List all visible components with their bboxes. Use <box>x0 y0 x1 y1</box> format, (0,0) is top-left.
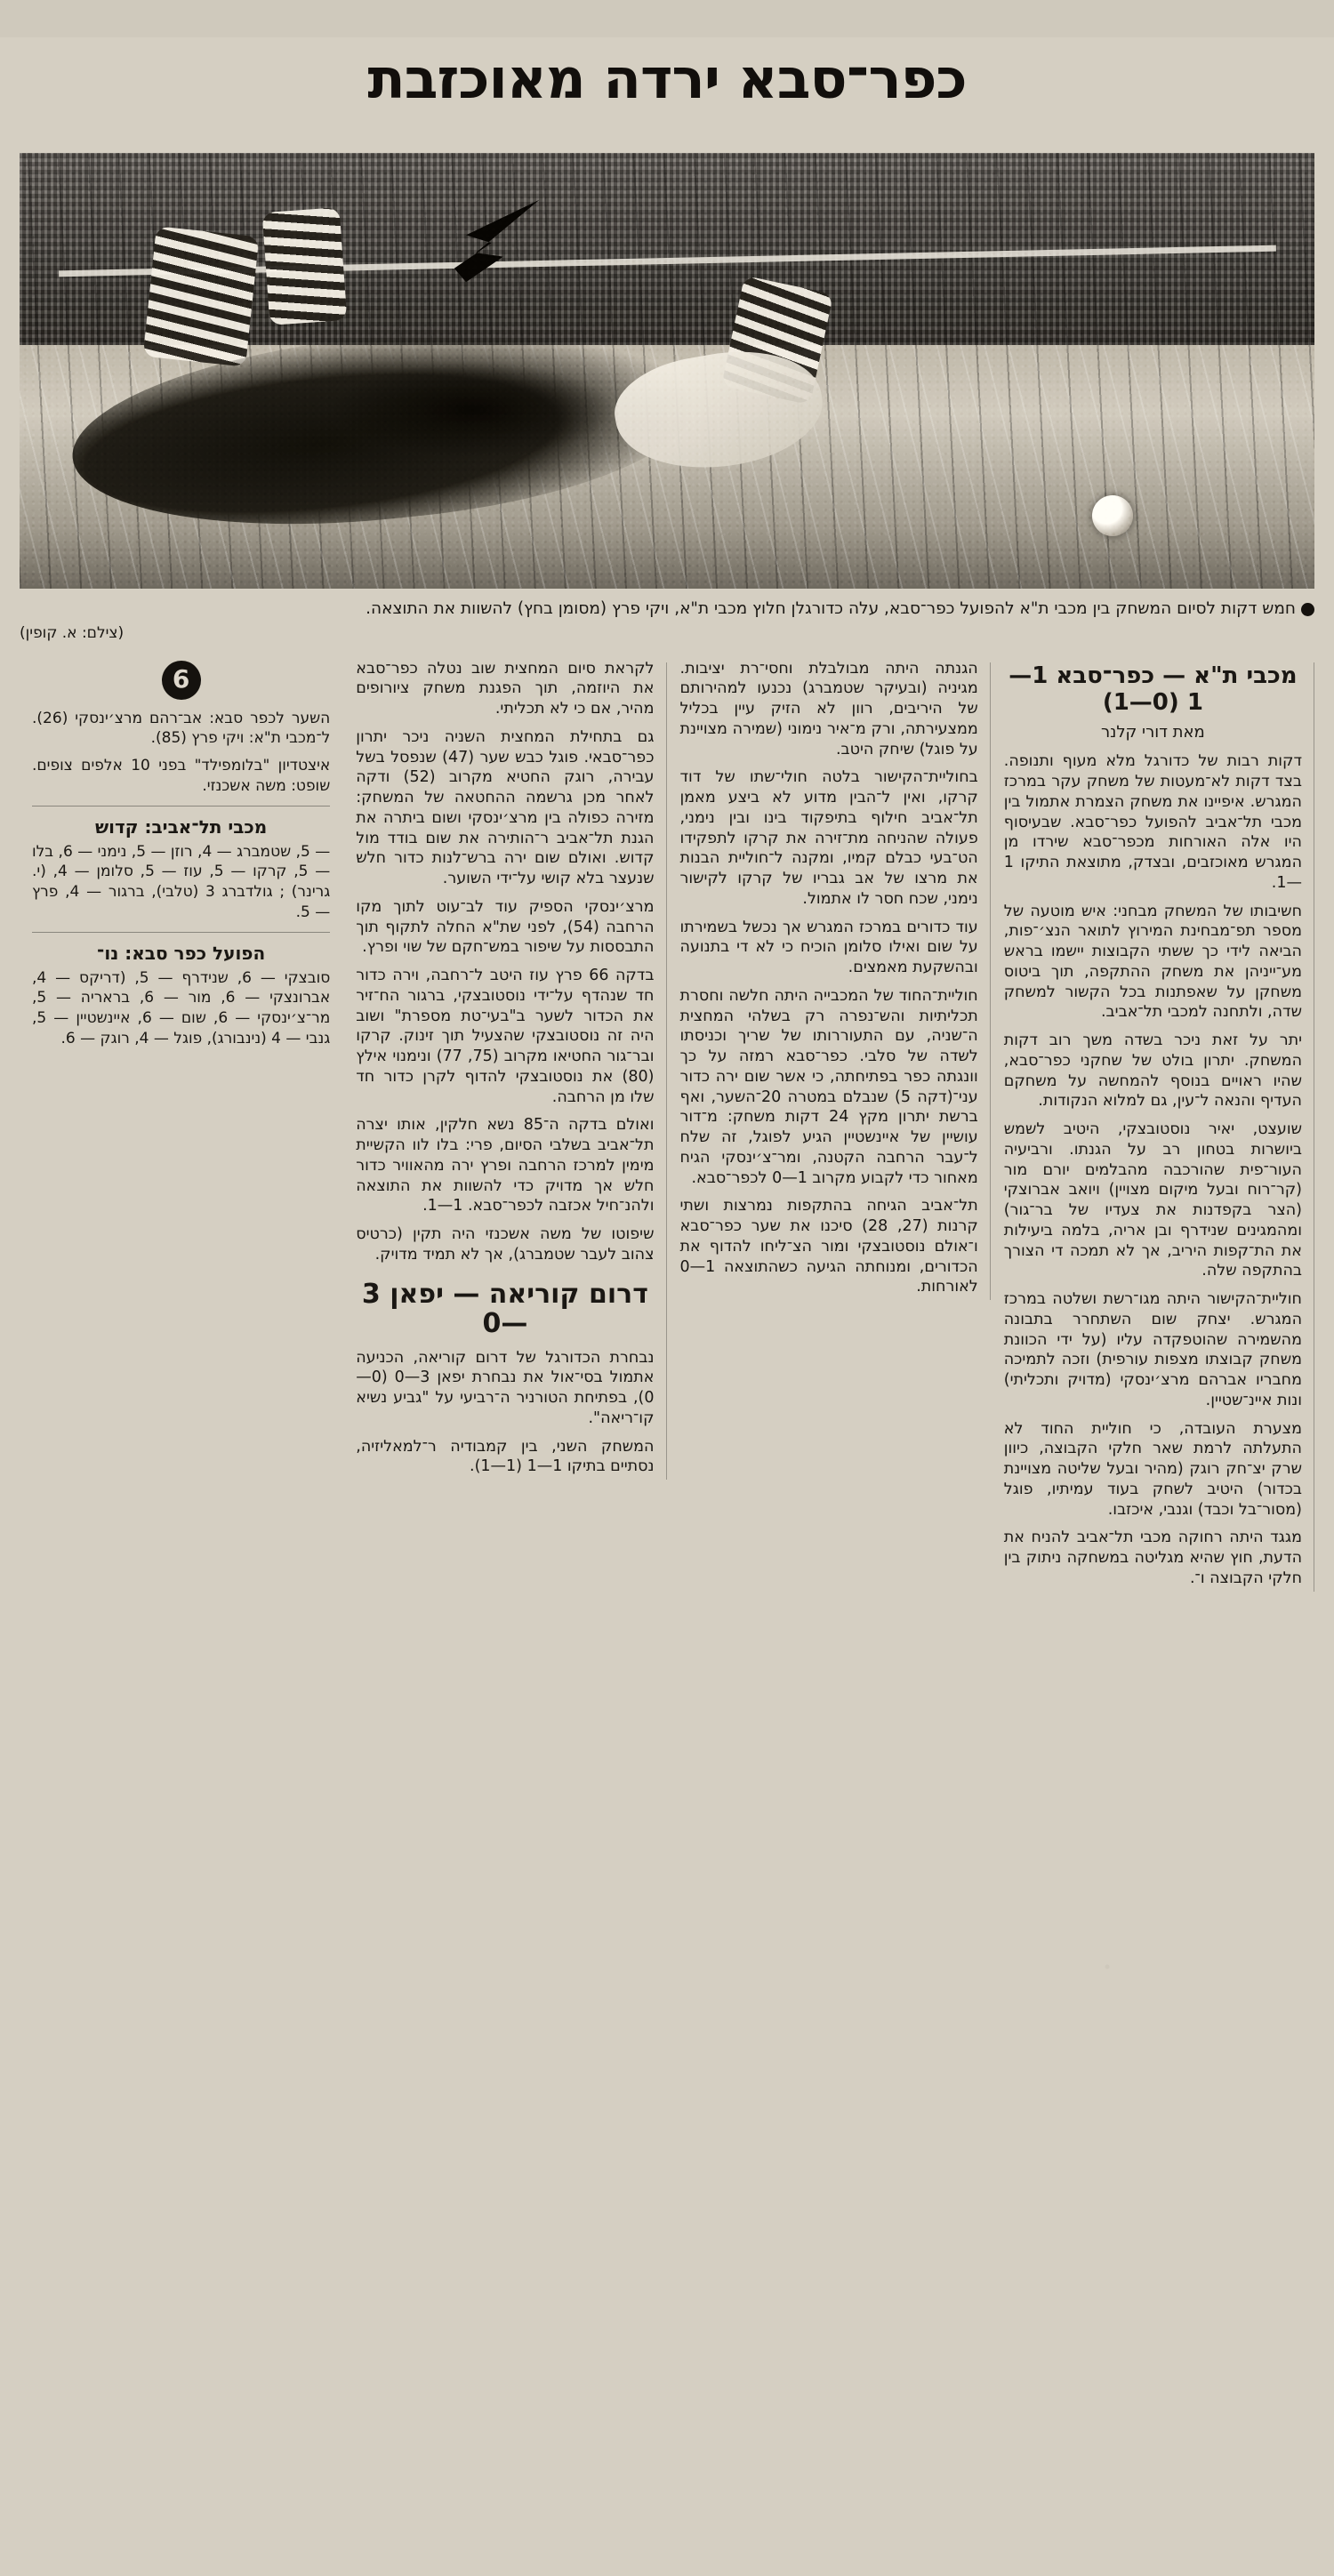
article-byline: מאת דורי קלנר <box>1100 722 1205 742</box>
paragraph: גם בתחילת המחצית השניה ניכר יתרון כפר־סבאי. פוגל כבש שער (47) שנפסל בשל עבירה, רוגק החטיא מקרוב (52) ודקה לאחר מכן גרשמה ההחטאה של המשחק: מזירה כפולה בין מרצ׳ינסקי ושום ביתרה את הגנת תל־אביב ר־הותירה את שום בודד מול קדוש. ואולם שום ירה ברש־לנות כדור חלש שנעצר בלא קושי על־ידי השוער. <box>356 727 655 888</box>
paragraph: שועצט, יאיר נוסטובצקי, היטיב לשמש ביושרות בטחון רב על הגנתו. ורביעיה העור־פית שהורכבה מהבלמים יורם מור (קר־רוח ובעל מיקום מצויין) ויואב אברוצקי (הצר בקפדנות את צעדיו של בר־גור) ומהמגינים שנידרף ובן אריה, בלמה ביעילות את הת־קפות היריב, אך לא תמכה די הצורך בהתקפה שלה. <box>1003 1120 1302 1280</box>
paragraph: מרצ׳ינסקי הספיק עוד לב־עוט לתוך מקו הרחבה (54), לפני שת"א החלה לתקוף תוך התבססות על שיפור במש־חקם של שוי ופרץ. <box>356 897 655 957</box>
paragraph: חוליית־החוד של המכבייה היתה חלשה וחסרת תכליתיות והש־נפרה רק בשלהי המחצית ה־שניה, עם התעוררותו של שריך וכניסתו לשדה של סלבי. כפר־סבא רמזה על כך וונגתה כפר בפתיחתה, כי אשר שום ירה כדור עני־(דקה 5) שנבלם במטרה 20־השער, ואף ברשת יתרון מקץ 24 דקות משחק: מ־דור עושיין של איינשטיין הגיע לפוגל, זה שלח ל־עבר הרחבה הקטנה, ומר־צ׳ינסקי הגיח מאחור כדי לקבוע מקרוב 1—0 לכפר־סבא. <box>679 986 978 1187</box>
match-photo <box>20 153 1314 589</box>
photo-credit: (צילם: א. קופין) <box>20 624 125 643</box>
paragraph: הגנתה היתה מבולבלת וחסי־רת יציבות. מגיניה (ובעיקר שטמברג) נכנעו למהירותם של היריבים, רוון לא הזיק עיין בכליל ממצעירתה, ורק מ־איר נימוני (שמירה מצויינת על פוגל) שיחק היטב. <box>679 659 978 758</box>
paragraph: נבחרת הכדורגל של דרום קוריאה, הכניעה אתמול בסי־אול את נבחרת יפאן 3—0 (0—0), בפתיחת הטורניר ה־רביעי על "גביע נשיא קו־ריאה". <box>356 1348 655 1427</box>
divider <box>32 806 330 807</box>
secondary-article-title: דרום קוריאה — יפאן 3—0 <box>361 1278 648 1340</box>
column-4-sidebar <box>20 659 343 1049</box>
paragraph: יתר על זאת ניכר בשדה משך רוב דקות המשחק. יתרון בולט של שחקני כפר־סבא, שהיו ראויים בנוסף להמחשה על משחקם העדיף והנאה ל־עין, גם למלוא הנקודות. <box>1003 1031 1302 1111</box>
stadium-note: איצטדיון "בלומפילד" בפני 10 אלפים צופים. שופט: משה אשכנזי. <box>32 757 331 795</box>
article-title: מכבי ת"א — כפר־סבא 1—1 (0—1) <box>1009 662 1298 717</box>
article-columns <box>20 659 1314 1597</box>
lineup-team-name: מכבי תל־אביב: קדוש <box>95 815 268 838</box>
paragraph: חוליית־הקישור היתה מגו־רשת ושלטה במרכז המגרש. יצחק שום השתחרר בתבונה מהשמירה שהוטפקדה עליו (על ידי הכוונת משחק קבוצתו מצפות עורפית) וזכה לתמיכה מחבריו אברהם מרצ׳ינסקי (מדויק ותכליתי) ונות איינ־שטיין. <box>1003 1290 1302 1409</box>
paragraph: המשחק השני, בין קמבודיה ר־למאליזיה, נסתיים בתיקו 1—1 (1—1). <box>356 1437 655 1476</box>
divider <box>32 932 330 933</box>
photo-caption <box>20 598 1314 644</box>
paragraph: תל־אביב הגיחה בהתקפות נמרצות ושתי קרנות (27, 28) סיכנו את שער כפר־סבא ו־אולם נוסטובצקי ומור הצ־ליחו להדוף את הכדורים, ומנוחתה הגיעה כשהתוצאה 1—0 לאורחות. <box>679 1197 978 1296</box>
photo-grain <box>20 153 1314 589</box>
paragraph: ואולם בדקה ה־85 נשא חלקין, אותו יצרה תל־אביב בשלבי הסיום, פרי: בלו לוו הקשיית מימין למרכז הרחבה ופרץ ירה מהאוויר כדור חלש אך מדויק כדי להשוות את התוצאה ולהנ־חיל אכזבה לכפר־סבא. 1—1. <box>356 1116 655 1216</box>
photo-figure <box>20 153 1314 589</box>
paragraph: עוד כדורים במרכז המגרש אך נכשל בשמירתו על שום ואילו סלומן הוכיח כי לא די בתנועה ובהשקעת מאמצים. <box>679 918 978 977</box>
column-2 <box>668 659 992 1306</box>
page-title: כפר־סבא ירדה מאוכזבת <box>367 45 967 111</box>
column-1 <box>992 659 1314 1597</box>
paragraph: מגגד היתה רחוקה מכבי תל־אביב להניח את הדעת, חוץ שהיא מגליטה במשחקה ניתוק בין חלקי הקבוצה ו־. <box>1003 1529 1302 1587</box>
lineup-team-name: הפועל כפר סבא: נו־ <box>97 942 266 964</box>
scorers-note: השער לכפר סבא: אב־רהם מרצ׳ינסקי (26). ל־מכבי ת"א: ויקי פרץ (85). <box>32 709 331 748</box>
paragraph: בחוליית־הקישור בלטה חולי־שתו של דוד קרקו, ואין ל־הבין מדוע לא ביצע מאמן תל־אביב חילוף בתיפקוד בינו ובין נימני, פעולה שהניחה מת־זירה את קרקו לתפקידו הט־בעי כבלם קמיו, ומקנה ל־חוליית הבנות את מרצו של אב גבריו של קרקו לקישור נימני, שכח חסר לו אתמול. <box>679 768 978 908</box>
paragraph: לקראת סיום המחצית שוב נטלה כפר־סבא את היוזמה, תוך הפגנת משחק ציורופים מהיר, אם כי לא תכליתי. <box>356 659 655 718</box>
column-3 <box>343 659 667 1486</box>
paragraph: בדקה 66 פרץ עוז היטב ל־רחבה, וירה כדור חד שנהדף על־ידי נוסטובצקי, ברגור הח־זיר את הכדור לשער ב"בעי־טת מספרת" ושוב היה זה נוסטובצקי שהצעיל תוך זינוק. קרקו ובר־גור החטיאו מקרוב (75, 77) ונימנוי אילץ (80) את נוסטובצקי להדוף לקרן כדור חד שלו מן הרחבה. <box>356 967 655 1106</box>
newspaper-page <box>0 37 1334 2576</box>
lineup-team-players: — 5, שטמברג — 4, רוזן — 5, נימני — 6, בלו — 5, קרקו — 5, עוז — 5, סלומן — 4, (י. גרינר) ; גולדברג 3 (טלבי), ברגור — 4, פרץ — 5. <box>32 842 331 921</box>
paragraph: דקות רבות של כדורגל מלא מעוף ותנופה. בצד דקות לא־מעטות של משחק עקר במרכז המגרש. איפיינו את משחק הצמרת אתמול בין מכבי תל־אביב להפועל כפר־סבא. שבעיסוף היו אלה האורחות מכפר־סבא שירדו מן המגרש מאוכזבים, ובצדק, מתוצאת התיקו 1—1. <box>1003 752 1302 892</box>
section-badge: 6 <box>162 661 201 700</box>
caption-text: חמש דקות לסיום המשחק בין מכבי ת"א להפועל כפר־סבא, עלה כדורגלן חלוץ מכבי ת"א, ויקי פרץ (מסומן בחץ) להשוות את התוצאה. <box>366 599 1296 619</box>
square-bullet-icon <box>1301 603 1314 616</box>
paragraph: חשיבותו של המשחק מבחני: איש מוטעה של מספר תפ־מבחינת המירוץ לתואר הנצ׳־פות, הביאה לידי כך ששתי הקבוצות יישמו בראש מע־ייניהן את משחק ההתקפה, תוך ביטוס משחקן על שאפתנות בכל הקשור למשחק שדה, ולתחנה למכבי תל־אביב. <box>1003 902 1302 1022</box>
paragraph: מצערת העובדה, כי חוליית החוד לא התעלתה לרמת שאר חלקי הקבוצה, כיוון שרק יצ־חק רוגק (מהיר ובעל שליטה מצויינת בכדור) היטיב לשחק בעוד עמיתיו, פוגל (מסור־בל וכבד) וגנבי, איכזבו. <box>1003 1419 1302 1519</box>
lineup-team-players: סובצקי — 6, שנידרף — 5, (דריקס — 4, אברונצקי — 6, מור — 6, בראריה — 5, מר־צ׳ינסקי — 6, שום — 6, איינשטיין — 5, גנבי — 4 (נינבורג), פוגל — 4, רוגק — 6. <box>32 968 331 1047</box>
paragraph: שיפוטו של משה אשכנזי היה תקין (כרטיס צהוב לעבר שטמברג), אך לא תמיד מדויק. <box>356 1225 655 1264</box>
